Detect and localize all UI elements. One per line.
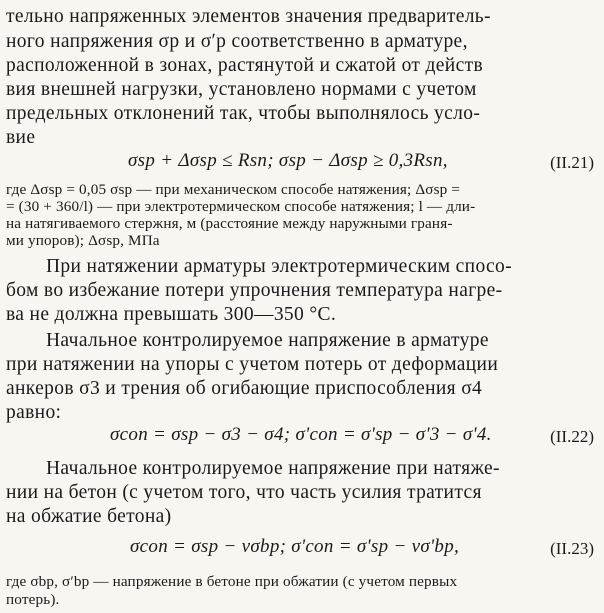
equation-number-ii23: (II.23) (550, 539, 594, 558)
text-line: ного напряжения σр и σʹр соответственно в арматуре, (6, 31, 468, 52)
text-line: вие (6, 127, 36, 148)
note-line: ми упоров); Δσsp, МПа (6, 232, 160, 249)
text-line: анкеров σ3 и трения об огибающие приспособления σ4 (6, 378, 483, 399)
text-line: при натяжении на упоры с учетом потерь от деформации (6, 354, 499, 375)
text-line: бом во избежание потери упрочнения температура нагре- (6, 280, 503, 301)
equation-number-ii21: (II.21) (550, 153, 594, 172)
equation-ii22: σcon = σsp − σ3 − σ4; σʹcon = σʹsp − σʹ3 − σʹ4. (110, 424, 492, 445)
text-line: ва не должна превышать 300—350 °С. (6, 304, 337, 325)
equation-ii21: σsp + Δσsp ≤ Rsn; σsp − Δσsp ≥ 0,3Rsn, (128, 150, 448, 171)
text-line: Начальное контролируемое напряжение при натяже- (46, 458, 500, 479)
equation-number-ii22: (II.22) (550, 427, 594, 446)
text-line: нии на бетон (с учетом того, что часть усилия тратится (6, 482, 482, 503)
note-line: на натягиваемого стержня, м (расстояние между наружными граня- (6, 215, 453, 232)
text-line: предельных отклонений так, чтобы выполнялось усло- (6, 103, 481, 124)
note-line: где Δσsp = 0,05 σsp — при механическом способе натяжения; Δσsp = (6, 181, 461, 198)
text-line: расположенной в зонах, растянутой и сжатой от действ (6, 55, 484, 76)
text-line: При натяжении арматуры электротермическим спосо- (46, 256, 513, 277)
text-line: равно: (6, 402, 62, 423)
text-line: Начальное контролируемое напряжение в арматуре (46, 330, 489, 351)
note-line: = (30 + 360/l) — при электротермическом способе натяжения; l — дли- (6, 198, 476, 215)
text-line: на обжатие бетона) (6, 506, 172, 527)
equation-ii23: σcon = σsp − νσbp; σʹcon = σʹsp − νσʹbp, (130, 536, 460, 557)
text-line: тельно напряженных элементов значения предваритель- (6, 6, 491, 27)
note-line: где σbp, σʹbp — напряжение в бетоне при обжатии (с учетом первых (6, 573, 458, 590)
text-line: вия внешней нагрузки, установлено нормами с учетом (6, 79, 477, 100)
note-line: потерь). (6, 591, 60, 608)
